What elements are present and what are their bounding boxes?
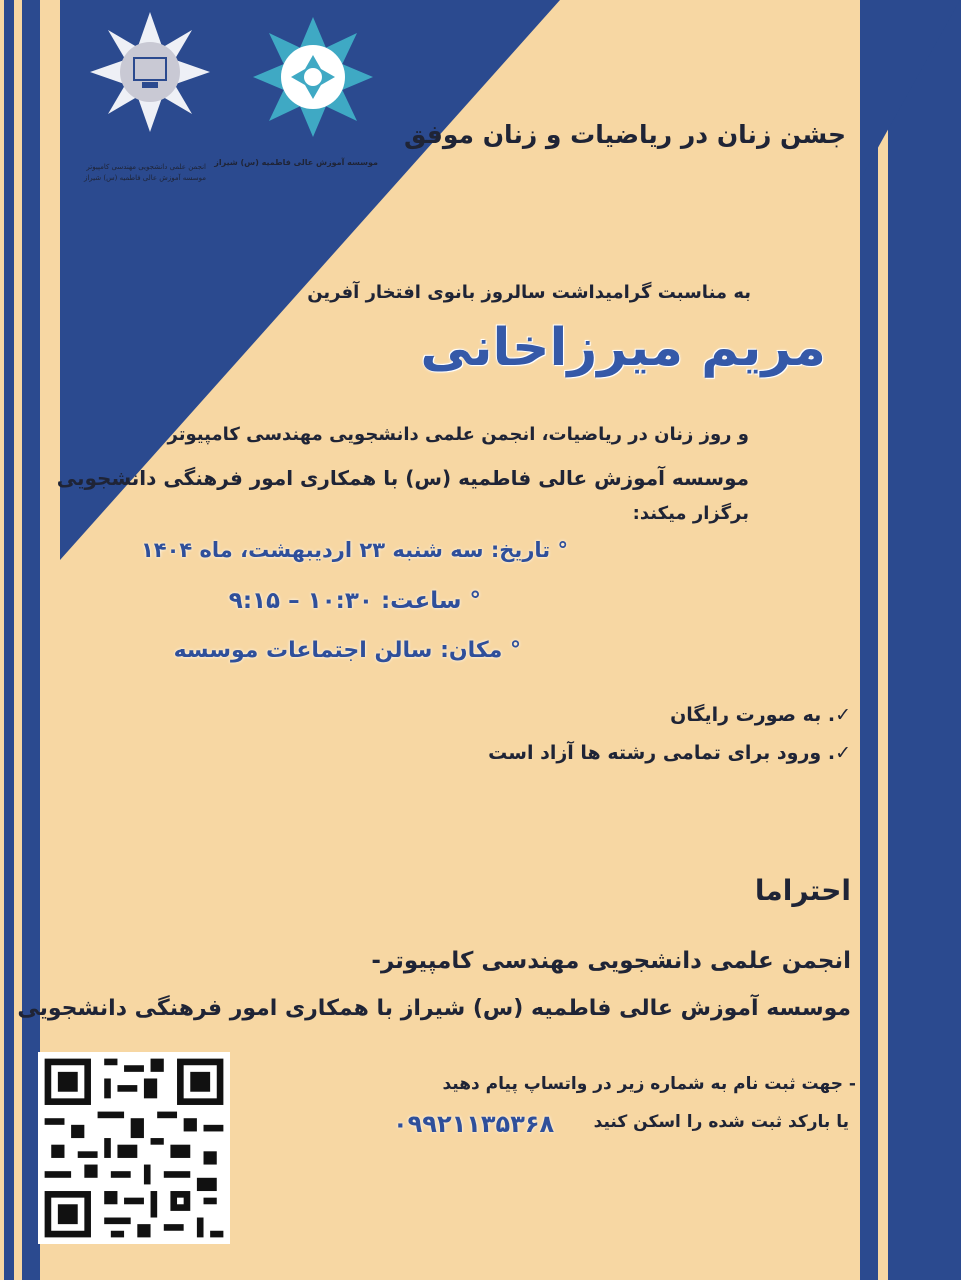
computer-association-logo <box>88 10 212 134</box>
organizer-line-2: موسسه آموزش عالی فاطمیه (س) با همکاری امور فرهنگی دانشجویی <box>56 466 749 490</box>
left-logo-caption-1: انجمن علمی دانشجویی مهندسی کامپیوتر <box>86 163 206 171</box>
occasion-line: به مناسبت گرامیداشت سالروز بانوی افتخار آفرین <box>307 282 751 303</box>
organizer-line-1: و روز زنان در ریاضیات، انجمن علمی دانشجویی مهندسی کامپیوتر <box>167 424 749 445</box>
event-date: ° تاریخ: سه شنبه ۲۳ اردیبهشت، ماه ۱۴۰۴ <box>140 538 568 562</box>
regards-text: احتراما <box>754 874 851 907</box>
registration-qr-code <box>38 1052 230 1244</box>
event-title: جشن زنان در ریاضیات و زنان موفق <box>403 120 846 149</box>
honoree-name: مریم میرزاخانی <box>420 318 826 378</box>
signature-line-2: موسسه آموزش عالی فاطمیه (س) شیراز با همکاری امور فرهنگی دانشجویی <box>17 996 851 1021</box>
right-logo-caption: موسسه آموزش عالی فاطمیه (س) شیراز <box>214 158 378 167</box>
event-place: ° مکان: سالن اجتماعات موسسه <box>173 638 521 663</box>
signature-line-1: انجمن علمی دانشجویی مهندسی کامپیوتر- <box>371 948 851 974</box>
organizer-line-3: برگزار میکند: <box>632 503 749 524</box>
event-time: ° ساعت: ۱۰:۳۰ – ۹:۱۵ <box>228 588 481 614</box>
note-free: ✓. به صورت رایگان <box>670 704 851 726</box>
left-logo-caption-2: موسسه آموزش عالی فاطمیه (س) شیراز <box>83 174 206 182</box>
registration-line-2: یا بارکد ثبت شده را اسکن کنید <box>593 1112 849 1132</box>
registration-line-1: - جهت ثبت نام به شماره زیر در واتساپ پیام دهید <box>442 1074 856 1094</box>
note-open-to-all: ✓. ورود برای تمامی رشته ها آزاد است <box>488 742 851 764</box>
registration-phone: ۰۹۹۲۱۱۳۵۳۶۸ <box>393 1110 555 1138</box>
fatemieh-institute-logo <box>250 14 376 140</box>
